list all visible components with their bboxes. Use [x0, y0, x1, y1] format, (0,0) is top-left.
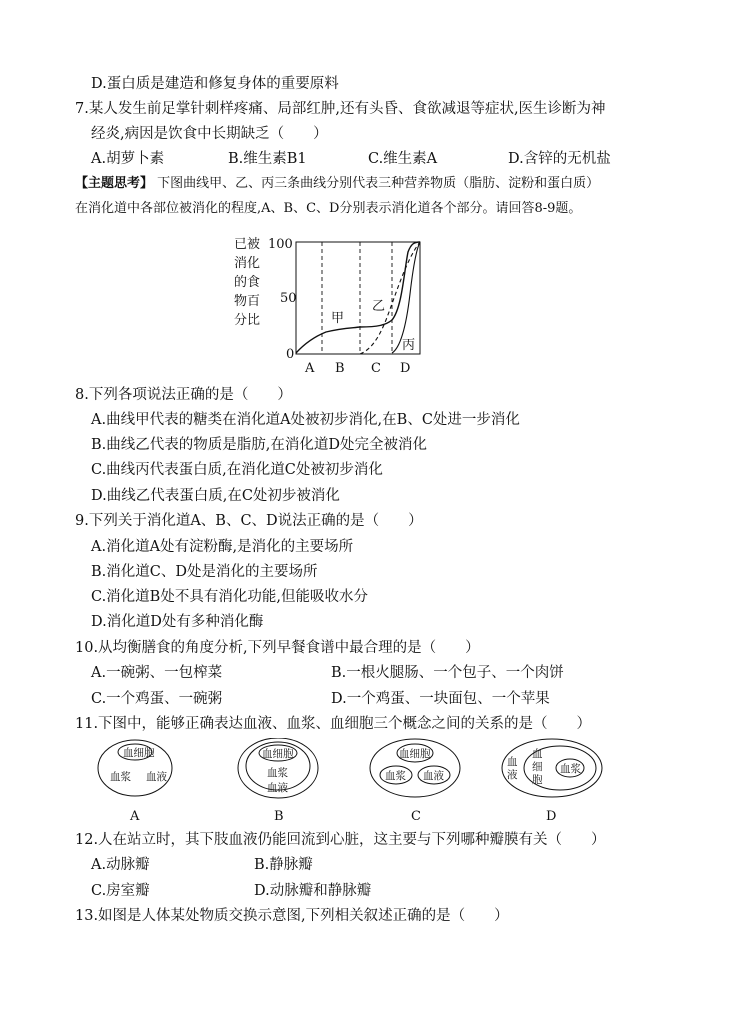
diagram-a-label-plasma: 血浆 [110, 771, 131, 783]
section-c: C [371, 361, 381, 376]
q7-option-c: C.维生素A [368, 151, 438, 167]
ylabel-line1: 已被 [234, 237, 261, 252]
theme-line1 [75, 174, 599, 194]
q8-stem: 8.下列各项说法正确的是（ ） [75, 387, 292, 403]
diagram-b-label-plasma: 血浆 [267, 767, 288, 779]
q12-option-c: C.房室瓣 [91, 883, 150, 899]
q10-stem: 10.从均衡膳食的角度分析,下列早餐食谱中最合理的是（ ） [75, 640, 480, 656]
diagram-c-letter: C [411, 809, 421, 824]
q12-option-b: B.静脉瓣 [254, 857, 313, 873]
q9-option-b: B.消化道C、D处是消化的主要场所 [91, 564, 318, 580]
digestion-chart [230, 232, 430, 377]
q9-option-d: D.消化道D处有多种消化酶 [91, 614, 264, 630]
ylabel-line2: 消化 [234, 256, 261, 271]
q13-stem: 13.如图是人体某处物质交换示意图,下列相关叙述正确的是（ ） [75, 908, 509, 924]
q10-option-b: B.一根火腿肠、一个包子、一个肉饼 [331, 665, 564, 681]
q10-option-a: A.一碗粥、一包榨菜 [91, 665, 223, 681]
q9-stem: 9.下列关于消化道A、B、C、D说法正确的是（ ） [75, 513, 423, 529]
diagram-d-label-cell-2: 细 [532, 761, 543, 773]
diagram-d-label-cell-3: 胞 [532, 774, 543, 786]
diagram-c-label-blood: 血液 [423, 770, 444, 782]
section-b: B [335, 361, 345, 376]
diagram-d-letter: D [546, 809, 557, 824]
q8-option-d: D.曲线乙代表蛋白质,在C处初步被消化 [91, 488, 340, 504]
q12-option-d: D.动脉瓣和静脉瓣 [254, 883, 372, 899]
curve-label-bing: 丙 [402, 338, 416, 353]
diagram-b-label-blood: 血液 [267, 782, 288, 794]
q10-option-c: C.一个鸡蛋、一碗粥 [91, 691, 223, 707]
diagram-d-label-plasma: 血浆 [560, 763, 581, 775]
q8-option-c: C.曲线丙代表蛋白质,在消化道C处被初步消化 [91, 462, 383, 478]
diagram-d-label-blood-2: 液 [507, 769, 518, 781]
section-d: D [400, 361, 411, 376]
q10-option-d: D.一个鸡蛋、一块面包、一个苹果 [331, 691, 550, 707]
ylabel-line4: 物百 [234, 294, 261, 309]
diagram-b-letter: B [274, 809, 284, 824]
section-a: A [305, 361, 315, 376]
tick-100: 100 [268, 237, 293, 252]
q11-stem: 11.下图中，能够正确表达血液、血浆、血细胞三个概念之间的关系的是（ ） [75, 716, 592, 732]
curve-label-yi: 乙 [372, 299, 386, 314]
q7-stem-line1: 7.某人发生前足掌针刺样疼痛、局部红肿,还有头昏、食欲减退等症状,医生诊断为神 [75, 101, 606, 117]
q9-option-a: A.消化道A处有淀粉酶,是消化的主要场所 [91, 539, 354, 555]
diagram-d-label-blood-1: 血 [507, 756, 518, 768]
q12-option-a: A.动脉瓣 [91, 857, 150, 873]
q7-option-d: D.含锌的无机盐 [508, 151, 611, 167]
curve-label-jia: 甲 [331, 311, 345, 326]
q8-option-a: A.曲线甲代表的糖类在消化道A处被初步消化,在B、C处进一步消化 [91, 412, 520, 428]
q6-option-d: D.蛋白质是建造和修复身体的重要原料 [91, 76, 339, 92]
q7-stem-line2: 经炎,病因是饮食中长期缺乏（ ） [91, 126, 328, 142]
diagram-a-label-blood: 血液 [146, 771, 167, 783]
theme-text1: 下图曲线甲、乙、丙三条曲线分别代表三种营养物质（脂肪、淀粉和蛋白质） [157, 176, 600, 191]
diagram-c-label-cell: 血细胞 [399, 748, 431, 760]
theme-line2: 在消化道中各部位被消化的程度,A、B、C、D分别表示消化道各个部分。请回答8-9题。 [75, 201, 582, 216]
diagram-b-label-cell: 血细胞 [262, 748, 294, 760]
tick-50: 50 [280, 291, 297, 306]
q9-option-c: C.消化道B处不具有消化功能,但能吸收水分 [91, 589, 368, 605]
curve-bing [392, 242, 420, 353]
diagram-a-label-cell: 血细胞 [123, 747, 155, 759]
theme-tag: 【主题思考】 [75, 176, 154, 191]
tick-0: 0 [286, 347, 295, 362]
q7-option-a: A.胡萝卜素 [91, 151, 165, 167]
q8-option-b: B.曲线乙代表的物质是脂肪,在消化道D处完全被消化 [91, 437, 427, 453]
q7-option-b: B.维生素B1 [228, 151, 307, 167]
diagram-a-letter: A [130, 809, 140, 824]
diagram-d-outer [502, 739, 602, 797]
ylabel-line3: 的食 [234, 275, 261, 290]
q12-stem: 12.人在站立时，其下肢血液仍能回流到心脏，这主要与下列哪种瓣膜有关（ ） [75, 832, 606, 848]
diagram-c-label-plasma: 血浆 [385, 770, 406, 782]
diagram-d-label-cell-1: 血 [532, 748, 543, 760]
blood-diagrams [90, 738, 610, 828]
ylabel-line5: 分比 [234, 313, 261, 328]
